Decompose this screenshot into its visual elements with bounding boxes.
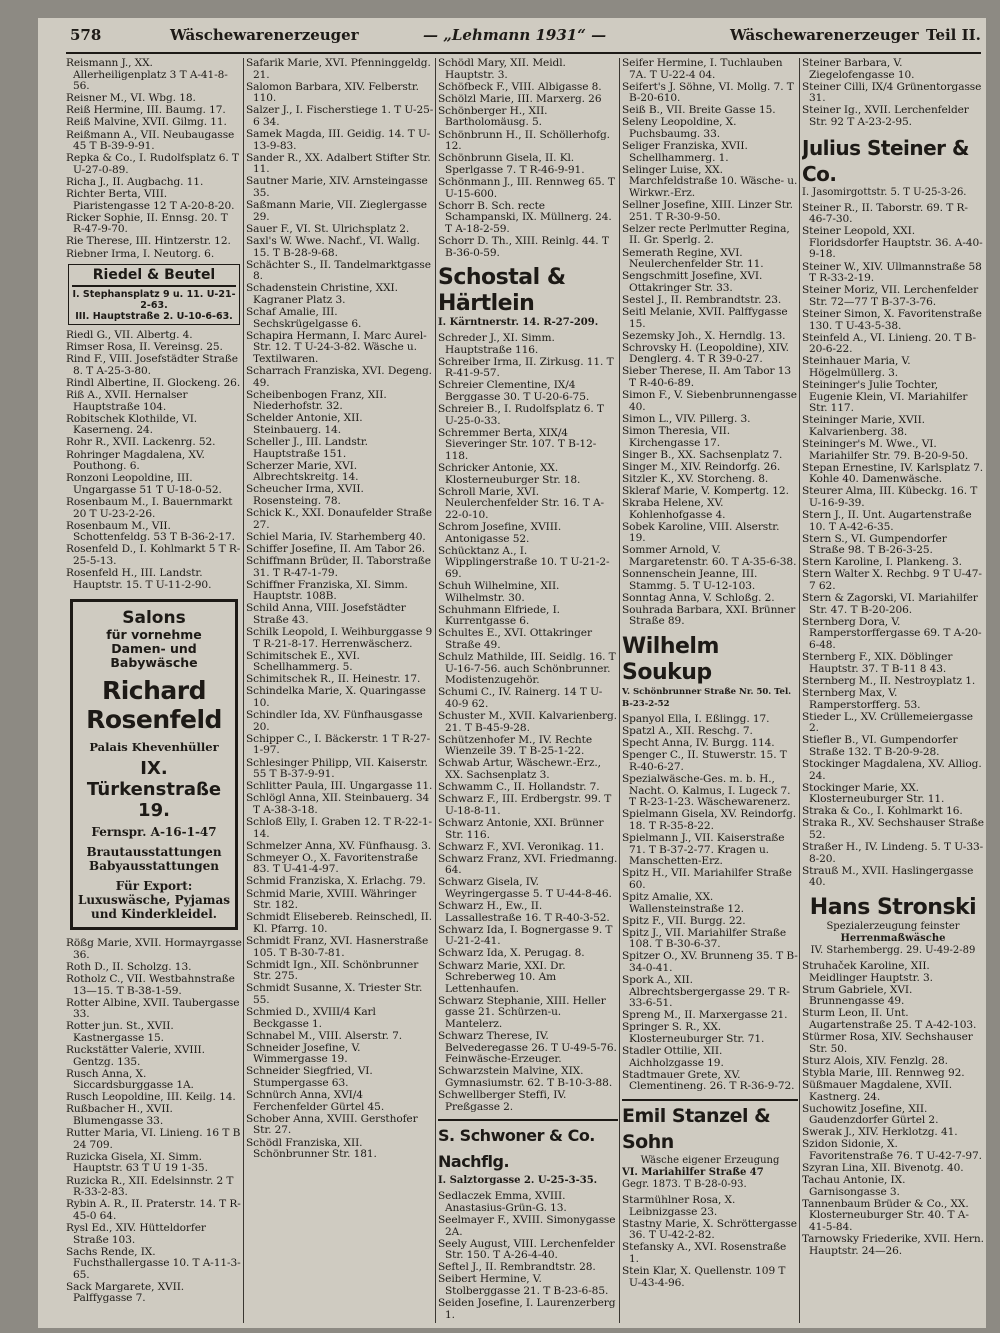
directory-entry: Sieber Therese, II. Am Tabor 13 T R-40-6-89. [622, 365, 792, 390]
directory-entry: Singer M., XIV. Reindorfg. 26. [622, 460, 781, 473]
directory-entry: Rößg Marie, XVII. Hormayrgasse 36. [66, 937, 242, 961]
ad-line: I. Stephansplatz 9 u. 11. U-21-2-63. [72, 289, 236, 312]
directory-entry: Stern & Zagorski, VI. Mariahilfer Str. 47. T B-20-206. [802, 592, 978, 616]
directory-entry: Schönberger H., XII. Bartholomäusg. 5. [438, 104, 548, 129]
directory-entry: Stadtmauer Grete, XV. Clementineng. 26. T R-36-9-72. [622, 1068, 795, 1093]
directory-entry: Riebner Irma, I. Neutorg. 6. [66, 247, 215, 260]
ad-line: Wäsche eigener Erzeugung [640, 1155, 780, 1166]
directory-entry: Schmidt Susanne, X. Triester Str. 55. [246, 982, 423, 1006]
directory-entry: Swerak J., XIV. Herklotzg. 41. [802, 1126, 958, 1139]
directory-entry: Scharrach Franziska, XVI. Degeng. 49. [246, 364, 432, 389]
ad-line: Brautausstattungen Babyausstattungen [86, 845, 222, 874]
directory-entry: Schrovsky H. (Leopoldine), XIV. Denglerg. 4. T R 39-0-27. [622, 341, 789, 366]
directory-entry: Rutter Maria, VI. Linieng. 16 T B 24 709. [66, 1127, 241, 1151]
directory-entry: Schumi C., IV. Rainerg. 14 T U-40-9 62. [438, 686, 603, 710]
directory-entry: Schaf Amalie, III. Sechskrügelgasse 6. [246, 305, 362, 330]
directory-entry: Schild Anna, VIII. Josefstädter Straße 43. [246, 602, 406, 626]
directory-entry: Stockinger Marie, XX. Klosterneuburger Str. 11. [802, 781, 945, 806]
entry-list [622, 58, 798, 628]
entry-list [66, 330, 242, 591]
directory-entry: Stefansky A., XVI. Rosenstraße 1. [622, 1241, 787, 1265]
directory-page [38, 18, 986, 1328]
directory-entry: Spatzl A., XII. Reschg. 7. [622, 725, 753, 738]
ad-salons: Salons [122, 608, 186, 629]
ad-hans-stronski [802, 895, 984, 957]
directory-entry: Seibert Hermine, V. Stolberggasse 21. T B-23-6-85. [438, 1273, 609, 1298]
directory-entry: Schlögl Anna, XII. Steinbauerg. 34 T A-38-3-18. [246, 792, 430, 816]
directory-entry: Schmelzer Anna, XV. Fünfhausg. 3. [246, 839, 432, 852]
column-1 [66, 58, 242, 1323]
ad-line: Palais Khevenhüller [89, 740, 219, 755]
directory-entry: Steiner Ig., XVII. Lerchenfelder Str. 92 T A-23-2-95. [802, 104, 969, 128]
directory-entry: Steiner Cilli, IX/4 Grünentorgasse 31. [802, 80, 982, 105]
directory-entry: Schwarz Ida, X. Perugag. 8. [438, 947, 585, 960]
directory-entry: Straßer H., IV. Lindeng. 5. T U-33-8-20. [802, 841, 984, 865]
directory-entry: Schick K., XXI. Donaufelder Straße 27. [246, 507, 432, 531]
directory-entry: Schwarz F., III. Erdbergstr. 99. T U-18-8-11. [438, 793, 612, 817]
directory-entry: Schnürch Anna, XVI/4 Ferchenfelder Gürtel 45. [246, 1089, 385, 1113]
directory-entry: Riedl G., VII. Albertg. 4. [66, 329, 193, 342]
ad-line: Herrenmaßwäsche [840, 933, 946, 944]
ad-address: I. Salztorgasse 2. U-25-3-35. [438, 1175, 598, 1187]
directory-entry: Singer B., XX. Sachsenplatz 7. [622, 448, 783, 461]
directory-entry: Schützenhofer M., IV. Rechte Wienzeile 39. T B-25-1-22. [438, 733, 592, 758]
directory-entry: Seifert's J. Söhne, VI. Mollg. 7. T B-20-610. [622, 80, 794, 105]
directory-entry: Safarik Marie, XVI. Pfenninggeldg. 21. [246, 58, 431, 81]
directory-entry: Ruzicka R., XII. Edelsinnstr. 2 T R-33-2-83. [66, 1174, 234, 1199]
directory-entry: Rindl Albertine, II. Glockeng. 26. [66, 376, 241, 389]
column-2 [246, 58, 434, 1323]
directory-entry: Sommer Arnold, V. Margaretenstr. 60. T A-35-6-38. [622, 544, 797, 568]
ad-richard-rosenfeld [70, 599, 238, 930]
ad-line: III. Hauptstraße 2. U-10-6-63. [75, 311, 233, 323]
directory-entry: Schloß Elly, I. Graben 12. T R-22-1-14. [246, 816, 433, 840]
directory-entry: Sautner Marie, XIV. Arnsteingasse 35. [246, 175, 428, 200]
directory-entry: Schönbrunn Gisela, II. Kl. Sperlgasse 7. T R-46-9-91. [438, 152, 585, 176]
directory-entry: Sack Margarete, XVII. Palffygasse 7. [66, 1280, 185, 1305]
directory-entry: Stern Karoline, I. Plankeng. 3. [802, 556, 962, 569]
directory-entry: Stockinger Magdalena, XV. Alliog. 24. [802, 757, 982, 782]
ad-title: Julius Steiner & Co. [802, 135, 969, 186]
directory-entry: Sander R., XX. Adalbert Stifter Str. 11. [246, 151, 431, 176]
directory-entry: Schimitschek R., II. Heinestr. 17. [246, 673, 421, 686]
directory-entry: Simon L., VIV. Pillerg. 3. [622, 412, 751, 425]
header-rule [66, 52, 981, 54]
directory-entry: Schneider Josefine, V. Wimmergasse 19. [246, 1041, 361, 1066]
directory-entry: Sobek Karoline, VIII. Alserstr. 19. [622, 520, 780, 545]
directory-entry: Schmid Marie, XVIII. Währinger Str. 182. [246, 887, 417, 912]
directory-entry: Seitl Melanie, XVII. Palffygasse 15. [622, 305, 788, 330]
directory-entry: Schuh Wilhelmine, XII. Wilhelmstr. 30. [438, 580, 560, 604]
directory-entry: Richa J., II. Augbachg. 11. [66, 175, 204, 188]
directory-entry: Riß A., XVII. Hernalser Hauptstraße 104. [66, 389, 188, 413]
directory-entry: Stein Klar, X. Quellenstr. 109 T U-43-4-96. [622, 1265, 786, 1289]
directory-entry: Schiffer Josefine, II. Am Tabor 26. [246, 542, 426, 555]
directory-entry: Schrom Josefine, XVIII. Antonigasse 52. [438, 521, 562, 545]
ad-line: Gegr. 1873. T B-28-0-93. [622, 1179, 747, 1190]
directory-entry: Rind F., VIII. Josefstädter Straße 8. T A-25-3-80. [66, 353, 238, 377]
ad-line: Spezialerzeugung feinster [826, 921, 960, 932]
directory-entry: Ruckstätter Valerie, XVIII. Gentzg. 135. [66, 1044, 205, 1068]
ad-divider [438, 1119, 618, 1121]
directory-entry: Schmidt Ign., XII. Schönbrunner Str. 275. [246, 958, 419, 983]
directory-entry: Schmidt Franz, XVI. Hasnerstraße 105. T B-30-7-81. [246, 934, 429, 959]
directory-entry: Schwamm C., II. Hollandstr. 7. [438, 781, 600, 794]
directory-entry: Reisner M., VI. Wbg. 18. [66, 92, 196, 105]
directory-entry: Schwarz Gisela, IV. Weyringergasse 5. T U-44-8-46. [438, 876, 612, 900]
directory-entry: Stybla Marie, III. Rennweg 92. [802, 1066, 965, 1079]
directory-entry: Szyran Lina, XII. Bivenotg. 40. [802, 1162, 964, 1175]
ad-title: Schostal & Härtlein [438, 265, 566, 317]
column-divider [799, 58, 800, 1323]
directory-entry: Schreiber Irma, II. Zirkusg. 11. T R-41-9-57. [438, 355, 614, 380]
directory-entry: Schneider Siegfried, VI. Stumpergasse 63. [246, 1065, 373, 1090]
ad-schwoner [438, 1119, 618, 1187]
directory-entry: Sestel J., II. Rembrandtstr. 23. [622, 293, 782, 306]
ad-schostal-haertlein [438, 265, 618, 329]
directory-entry: Saßmann Marie, VII. Zieglergasse 29. [246, 199, 427, 223]
directory-entry: Steinhauer Maria, V. Högelmüllerg. 3. [802, 355, 911, 379]
directory-entry: Schwarzstein Malvine, XIX. Gymnasiumstr. 62. T B-10-3-88. [438, 1065, 613, 1089]
directory-entry: Schreier Clementine, IX/4 Berggasse 30. T U-20-6-75. [438, 379, 590, 404]
directory-entry: Stürmer Rosa, XIV. Sechshauser Str. 50. [802, 1031, 973, 1055]
directory-entry: Suchowitz Josefine, XII. Gaudenzdorfer Gürtel 2. [802, 1102, 939, 1127]
directory-entry: Tarnowsky Friederike, XVII. Hern. Hauptstr. 24—26. [802, 1233, 984, 1257]
directory-entry: Sternberg F., XIX. Döblinger Hauptstr. 37. T B-11 8 43. [802, 651, 953, 675]
entry-list [438, 333, 618, 1113]
ad-address: I. Kärntnerstr. 14. R-27-209. [438, 317, 599, 329]
ad-title: Wilhelm Soukup [622, 634, 719, 685]
ad-julius-steiner [802, 135, 984, 199]
entry-list [246, 58, 434, 1161]
ad-address: IV. Starhembergg. 29. U-49-2-89 [810, 945, 976, 956]
directory-entry: Schächter S., II. Tandelmarktgasse 8. [246, 258, 431, 283]
directory-entry: Scheucher Irma, XVII. Rosensteing. 78. [246, 483, 364, 507]
directory-entry: Simon F., V. Siebenbrunnengasse 40. [622, 389, 797, 413]
page-header [38, 26, 986, 52]
ad-divider [72, 285, 236, 287]
directory-entry: Schulz Mathilde, III. Seidlg. 16. T U-16-7-56. auch Schönbrunner. Modistenzugehör. [438, 651, 616, 687]
directory-entry: Rie Therese, III. Hintzerstr. 12. [66, 235, 231, 248]
directory-entry: Schroll Marie, XVI. Neulerchenfelder Str. 16. T A-22-0-10. [438, 485, 605, 521]
directory-entry: Schimitschek E., XVI. Schellhammerg. 5. [246, 649, 360, 674]
directory-entry: Schwarz Therese, IV. Belvederegasse 26. T U-49-5-76. Feinwäsche-Erzeuger. [438, 1030, 617, 1066]
directory-entry: Schlitter Paula, III. Ungargasse 11. [246, 780, 433, 793]
directory-entry: Straka R., XV. Sechshauser Straße 52. [802, 817, 984, 842]
directory-entry: Seiß B., VII. Breite Gasse 15. [622, 104, 776, 117]
column-divider [619, 58, 620, 1323]
directory-entry: Spitz Amalie, XX. Wallensteinstraße 12. [622, 890, 744, 915]
ad-phone: Fernspr. A-16-1-47 [91, 825, 217, 840]
directory-entry: Steinfeld A., VI. Linieng. 20. T B-20-6-22. [802, 331, 976, 356]
column-divider [243, 58, 244, 1323]
entry-list [802, 961, 984, 1257]
directory-entry: Steurer Alma, III. Kübeckg. 16. T U-16-9-39. [802, 485, 978, 509]
directory-entry: Schiel Maria, IV. Starhemberg 40. [246, 530, 426, 543]
directory-entry: Szidon Sidonie, X. Favoritenstraße 76. T U-42-7-97. [802, 1138, 982, 1162]
directory-entry: Seely August, VIII. Lerchenfelder Str. 150. T A-26-4-40. [438, 1237, 615, 1262]
directory-entry: Straka & Co., I. Kohlmarkt 16. [802, 805, 963, 818]
directory-entry: Seleny Leopoldine, X. Puchsbaumg. 33. [622, 116, 737, 141]
directory-entry: Spitz J., VII. Mariahilfer Straße 108. T B-30-6-37. [622, 926, 787, 951]
directory-entry: Sedlaczek Emma, XVIII. Anastasius-Grün-G. 13. [438, 1190, 567, 1214]
header-center-title: — „Lehmann 1931“ — [423, 26, 607, 44]
directory-entry: Rosenfeld D., I. Kohlmarkt 5 T R-25-5-13. [66, 543, 241, 567]
directory-entry: Steiner Leopold, XXI. Floridsdorfer Hauptstr. 36. A-40-9-18. [802, 225, 983, 261]
directory-entry: Rohr R., XVII. Lackenrg. 52. [66, 436, 216, 449]
directory-entry: Schindelka Marie, X. Quaringasse 10. [246, 685, 426, 710]
directory-entry: Stieder L., XV. Crüllemeiergasse 2. [802, 710, 973, 735]
directory-entry: Steiner Moriz, VII. Lerchenfelder Str. 72—77 T B-37-3-76. [802, 284, 979, 308]
directory-entry: Sauer F., VI. St. Ulrichsplatz 2. [246, 222, 410, 235]
directory-entry: Spork A., XII. Albrechtsbergergasse 29. T R-33-6-51. [622, 974, 790, 1010]
directory-entry: Stadler Ottilie, XII. Aichholzgasse 19. [622, 1045, 724, 1069]
directory-entry: Schwarz Marie, XXI. Dr. Schreberweg 10. Am Lettenhaufen. [438, 959, 566, 995]
directory-entry: Schreder J., XI. Simm. Hauptstraße 116. [438, 332, 555, 356]
directory-entry: Rotter Albine, XVII. Taubergasse 33. [66, 996, 240, 1021]
directory-entry: Schönmann J., III. Rennweg 65. T U-15-600. [438, 175, 615, 200]
column-3 [438, 58, 618, 1323]
directory-entry: Spitz H., VII. Mariahilfer Straße 60. [622, 867, 792, 891]
entry-list [438, 1191, 618, 1321]
directory-entry: Ronzoni Leopoldine, III. Ungargasse 51 T U-18-0-52. [66, 472, 222, 496]
directory-entry: Schödl Franziska, XII. Schönbrunner Str. 181. [246, 1136, 377, 1161]
directory-entry: Stastny Marie, X. Schröttergasse 36. T U-42-2-82. [622, 1217, 797, 1242]
directory-entry: Repka & Co., I. Rudolfsplatz 6. T U-27-0-89. [66, 152, 239, 176]
directory-entry: Scheller J., III. Landstr. Hauptstraße 151. [246, 436, 368, 460]
directory-entry: Schilk Leopold, I. Weihburggasse 9 T R-21-8-17. Herrenwäscherz. [246, 626, 433, 650]
entry-list [66, 58, 242, 260]
directory-entry: Spielmann J., VII. Kaiserstraße 71. T B-37-2-77. Kragen u. Manschetten-Erz. [622, 831, 785, 868]
directory-entry: Schuster M., XVII. Kalvarienberg. 21. T B-45-9-28. [438, 710, 617, 734]
directory-entry: Spitzer O., XV. Brunneng 35. T B-34-0-41. [622, 950, 798, 974]
directory-entry: Schnabel M., VIII. Alserstr. 7. [246, 1029, 402, 1042]
ad-line: Für Export: Luxuswäsche, Pyjamas und Kinderkleidel. [77, 879, 231, 922]
directory-entry: Sezemsky Joh., X. Herndlg. 13. [622, 329, 786, 342]
directory-entry: Steininger Marie, XVII. Kalvarienberg. 38. [802, 414, 925, 438]
ad-title: S. Schwoner & Co. Nachflg. [438, 1126, 595, 1172]
directory-entry: Schwellberger Steffi, IV. Preßgasse 2. [438, 1089, 567, 1113]
directory-entry: Stern Walter X. Rechbg. 9 T U-47-7 62. [802, 568, 982, 593]
directory-entry: Ruzicka Gisela, XI. Simm. Hauptstr. 63 T U 19 1-35. [66, 1150, 208, 1175]
directory-entry: Selinger Luise, XX. Marchfeldstraße 10. Wäsche- u. Wirkwr.-Erz. [622, 163, 798, 200]
ad-address: IX. Türkenstraße 19. [86, 758, 222, 822]
directory-entry: Stiefler B., VI. Gumpendorfer Straße 132. T B-20-9-28. [802, 734, 958, 758]
directory-entry: Richter Berta, VIII. Piaristengasse 12 T A-20-8-20. [66, 188, 235, 212]
directory-entry: Salzer J., I. Fischerstiege 1. T U-25-6 34. [246, 104, 434, 128]
ad-address: I. Jasomirgottstr. 5. T U-25-3-26. [802, 186, 967, 198]
directory-entry: Sitzler K., XV. Storcheng. 8. [622, 472, 769, 485]
directory-entry: Schiffmann Brüder, II. Taborstraße 31. T R-47-1-79. [246, 554, 431, 579]
directory-entry: Stern S., VI. Gumpendorfer Straße 98. T B-26-3-25. [802, 532, 947, 557]
directory-entry: Schober Anna, XVIII. Gersthofer Str. 27. [246, 1112, 418, 1137]
ad-line: für vornehme Damen- und Babywäsche [106, 627, 202, 671]
directory-entry: Robitschek Klothilde, VI. Kaserneng. 24. [66, 412, 198, 437]
directory-entry: Spenger C., II. Stuwerstr. 15. T R-40-6-27. [622, 749, 787, 773]
page-number: 578 [70, 26, 102, 44]
directory-entry: Rusch Anna, X. Siccardsburggasse 1A. [66, 1067, 194, 1092]
directory-entry: Scheibenbogen Franz, XII. Niederhofstr. 32. [246, 388, 387, 413]
directory-entry: Rusch Leopoldine, III. Keilg. 14. [66, 1091, 236, 1104]
directory-entry: Roth D., II. Scholzg. 13. [66, 960, 192, 973]
directory-entry: Schmied D., XVIII/4 Karl Beckgasse 1. [246, 1006, 376, 1030]
directory-entry: Tannenbaum Brüder & Co., XX. Klosterneuburger Str. 40. T A-41-5-84. [802, 1197, 969, 1234]
directory-entry: Salomon Barbara, XIV. Felberstr. 110. [246, 80, 419, 105]
directory-entry: Sellner Josefine, XIII. Linzer Str. 251. T R-30-9-50. [622, 199, 793, 223]
directory-entry: Simon Theresia, VII. Kirchengasse 17. [622, 424, 731, 449]
directory-entry: Schorr D. Th., XIII. Reinlg. 44. T B-36-0-59. [438, 234, 609, 259]
directory-entry: Spreng M., II. Marxergasse 21. [622, 1009, 788, 1022]
directory-entry: Rosenfeld H., III. Landstr. Hauptstr. 15. T U-11-2-90. [66, 566, 212, 591]
ad-divider [622, 1099, 798, 1101]
ad-title: Hans Stronski [809, 895, 977, 920]
directory-entry: Sternberg M., II. Nestroyplatz 1. [802, 674, 976, 687]
directory-entry: Springer S. R., XX. Klosterneuburger Str. 71. [622, 1021, 765, 1046]
directory-entry: Sturz Alois, XIV. Fenzlg. 28. [802, 1054, 948, 1067]
directory-entry: Schultes E., XVI. Ottakringer Straße 49. [438, 627, 592, 652]
directory-entry: Rosenbaum M., VII. Schottenfeldg. 53 T B-36-2-17. [66, 519, 235, 544]
directory-entry: Schmid Franziska, X. Erlachg. 79. [246, 875, 426, 888]
ad-wilhelm-soukup [622, 634, 798, 710]
directory-entry: Sengschmitt Josefine, XVI. Ottakringer Str. 33. [622, 270, 763, 294]
directory-entry: Sachs Rende, IX. Fuchsthallergasse 10. T A-11-3-65. [66, 1245, 241, 1281]
directory-entry: Spielmann Gisela, XV. Reindorfg. 18. T R-35-8-22. [622, 808, 797, 832]
directory-entry: Stern J., II. Unt. Augartenstraße 10. T A-42-6-35. [802, 509, 972, 533]
directory-entry: Schlesinger Philipp, VII. Kaiserstr. 55 T B-37-9-91. [246, 756, 428, 781]
directory-entry: Schwarz Stephanie, XIII. Heller gasse 21. Schürzen-u. Mantelerz. [438, 994, 606, 1031]
directory-entry: Reismann J., XX. Allerheiligenplatz 3 T A-41-8-56. [66, 58, 228, 93]
column-4 [622, 58, 798, 1323]
directory-entry: Seelmayer F., XVIII. Simonygasse 2A. [438, 1213, 616, 1238]
entry-list [622, 714, 798, 1093]
directory-entry: Schiffner Franziska, XI. Simm. Hauptstr. 108B. [246, 578, 408, 603]
directory-entry: Seliger Franziska, XVII. Schellhammerg. 1. [622, 140, 748, 164]
directory-entry: Steiner W., XIV. Ullmannstraße 58 T R-33-2-19. [802, 260, 982, 285]
directory-entry: Schwarz Ida, I. Bognergasse 9. T U-21-2-41. [438, 923, 613, 948]
directory-entry: Rimser Rosa, II. Vereinsg. 25. [66, 341, 223, 354]
directory-entry: Schapira Hermann, I. Marc Aurel-Str. 12. T U-24-3-82. Wäsche u. Textilwaren. [246, 329, 427, 365]
header-part: Teil II. [926, 26, 981, 44]
directory-entry: Sternberg Dora, V. Ramperstorffergasse 69. T A-20-6-48. [802, 615, 982, 652]
directory-entry: Schwarz Antonie, XXI. Brünner Str. 116. [438, 816, 604, 841]
directory-entry: Rybin A. R., II. Praterstr. 14. T R-45-0 64. [66, 1198, 241, 1222]
directory-entry: Skraba Helene, XV. Kohlenhofgasse 4. [622, 496, 726, 521]
directory-entry: Seiden Josefine, I. Laurenzerberg 1. [438, 1297, 616, 1321]
ad-riedel-beutel [68, 264, 240, 325]
directory-entry: Spanyol Ella, I. Eßlingg. 17. [622, 713, 770, 725]
directory-entry: Schönbrunn H., II. Schöllerhofg. 12. [438, 128, 610, 153]
directory-entry: Schwarz Franz, XVI. Friedmanng. 64. [438, 852, 618, 877]
directory-entry: Schricker Antonie, XX. Klosterneuburger Str. 18. [438, 462, 581, 486]
ad-title: Riedel & Beutel [92, 267, 216, 284]
directory-entry: Schindler Ida, XV. Fünfhausgasse 20. [246, 709, 423, 733]
ad-line: VI. Mariahilfer Straße 47 [622, 1167, 764, 1178]
directory-entry: Schremmer Berta, XIX/4 Sieveringer Str. 107. T B-12-118. [438, 426, 597, 463]
ad-emil-stanzel [622, 1099, 798, 1191]
directory-entry: Steininger's M. Wwe., VI. Mariahilfer Str. 79. B-20-9-50. [802, 437, 969, 462]
header-right-title: Wäschewarenerzeuger [730, 26, 919, 44]
directory-entry: Schuhmann Elfriede, I. Kurrentgasse 6. [438, 603, 560, 628]
directory-entry: Steiner R., II. Taborstr. 69. T R-46-7-30. [802, 201, 968, 226]
directory-entry: Sternberg Max, V. Ramperstorfferg. 53. [802, 686, 921, 711]
directory-entry: Seftel J., II. Rembrandtstr. 28. [438, 1261, 596, 1274]
directory-entry: Rußbacher H., XVII. Blumengasse 33. [66, 1103, 173, 1128]
directory-entry: Starmühlner Rosa, X. Leibnizgasse 23. [622, 1194, 736, 1218]
directory-entry: Scherzer Marie, XVI. Albrechtskreitg. 14. [246, 459, 359, 484]
directory-entry: Schorr B. Sch. recte Schampanski, IX. Müllnerg. 24. T A-18-2-59. [438, 199, 612, 235]
directory-entry: Schwarz F., XVI. Veronikag. 11. [438, 840, 604, 853]
column-divider [435, 58, 436, 1323]
directory-entry: Rysl Ed., XIV. Hütteldorfer Straße 103. [66, 1221, 206, 1246]
ad-address: V. Schönbrunner Straße Nr. 50. Tel. B-23-2-52 [622, 687, 792, 709]
directory-entry: Steininger's Julie Tochter, Eugenie Klein, VI. Mariahilfer Str. 117. [802, 378, 968, 415]
directory-entry: Reiß Malvine, XVII. Gilmg. 11. [66, 116, 227, 129]
directory-entry: Rotholz C., VII. Westbahnstraße 13—15. T B-38-1-59. [66, 972, 235, 997]
directory-entry: Rotter jun. St., XVII. Kastnergasse 15. [66, 1020, 174, 1044]
entry-list [622, 1195, 798, 1289]
directory-entry: Tachau Antonie, IX. Garnisongasse 3. [802, 1174, 906, 1198]
directory-entry: Sturm Leon, II. Unt. Augartenstraße 25. T A-42-103. [802, 1007, 977, 1031]
header-left-title: Wäschewarenerzeuger [170, 26, 359, 44]
directory-entry: Saxl's W. Wwe. Nachf., VI. Wallg. 15. T B-28-9-68. [246, 234, 420, 259]
directory-entry: Schölzl Marie, III. Marxerg. 26 [438, 92, 602, 105]
directory-entry: Schipper C., I. Bäckerstr. 1 T R-27-1-97. [246, 732, 431, 757]
directory-entry: Samek Magda, III. Geidig. 14. T U-13-9-83. [246, 128, 431, 152]
directory-entry: Schödl Mary, XII. Meidl. Hauptstr. 3. [438, 58, 566, 81]
directory-entry: Specht Anna, IV. Burgg. 114. [622, 737, 775, 750]
ad-title: Richard Rosenfeld [86, 676, 222, 735]
directory-entry: Rosenbaum M., I. Bauernmarkt 20 T U-23-2-26. [66, 495, 233, 520]
directory-entry: Süßmauer Magdalene, XVII. Kastnerg. 24. [802, 1078, 952, 1103]
directory-entry: Rohringer Magdalena, XV. Pouthong. 6. [66, 448, 205, 473]
directory-entry: Schmidt Elisebereb. Reinschedl, II. Kl. Pfarrg. 10. [246, 911, 433, 935]
directory-entry: Struhaček Karoline, XII. Meidlinger Hauptstr. 3. [802, 960, 933, 984]
directory-entry: Schücktanz A., I. Wipplingerstraße 10. T U-21-2-69. [438, 544, 610, 580]
directory-entry: Reißmann A., VII. Neubaugasse 45 T B-39-9-91. [66, 128, 235, 153]
directory-entry: Skleraf Marie, V. Kompertg. 12. [622, 484, 789, 497]
directory-entry: Sonnenschein Jeanne, III. Stammg. 5. T U-12-103. [622, 568, 758, 592]
directory-entry: Ricker Sophie, II. Ennsg. 20. T R-47-9-70. [66, 211, 228, 236]
directory-entry: Stepan Ernestine, IV. Karlsplatz 7. Kohle 40. Damenwäsche. [802, 461, 984, 486]
directory-entry: Seifer Hermine, I. Tuchlauben 7A. T U-22-4 04. [622, 58, 783, 81]
entry-list [802, 58, 984, 129]
column-5 [802, 58, 984, 1323]
entry-list [66, 938, 242, 1305]
directory-entry: Strauß M., XVII. Haslingergasse 40. [802, 864, 974, 889]
directory-entry: Schöfbeck F., VIII. Albigasse 8. [438, 80, 602, 93]
directory-entry: Steiner Simon, X. Favoritenstraße 130. T U-43-5-38. [802, 307, 982, 332]
directory-entry: Schreier B., I. Rudolfsplatz 6. T U-25-0-33. [438, 403, 604, 427]
entry-list [438, 58, 618, 259]
entry-list [802, 203, 984, 889]
directory-entry: Schwarz H., Ew., II. Lassallestraße 16. T R-40-3-52. [438, 900, 610, 924]
directory-entry: Spezialwäsche-Ges. m. b. H., Nacht. O. Kalmus, I. Lugeck 7. T R-23-1-23. Wäschewarenerz. [622, 772, 791, 809]
directory-entry: Sonntag Anna, V. Schloßg. 2. [622, 591, 775, 604]
directory-entry: Strum Gabriele, XVI. Brunnengasse 49. [802, 983, 913, 1008]
directory-entry: Steiner Barbara, V. Ziegelofengasse 10. [802, 58, 915, 81]
directory-entry: Souhrada Barbara, XXI. Brünner Straße 89. [622, 603, 796, 628]
directory-entry: Reiß Hermine, III. Baumg. 17. [66, 104, 226, 117]
directory-entry: Schadenstein Christine, XXI. Kagraner Platz 3. [246, 282, 398, 306]
directory-entry: Schmeyer O., X. Favoritenstraße 83. T U-41-4-97. [246, 851, 418, 876]
directory-entry: Spitz F., VII. Burgg. 22. [622, 914, 746, 927]
directory-entry: Semerath Regine, XVI. Neulerchenfelder Str. 11. [622, 246, 764, 271]
directory-entry: Schwab Artur, Wäschewr.-Erz., XX. Sachsenplatz 3. [438, 757, 601, 782]
ad-title: Emil Stanzel & Sohn [622, 1105, 771, 1153]
directory-entry: Schelder Antonie, XII. Steinbauerg. 14. [246, 412, 363, 436]
directory-entry: Selzer recte Perlmutter Regina, II. Gr. Sperlg. 2. [622, 222, 790, 247]
